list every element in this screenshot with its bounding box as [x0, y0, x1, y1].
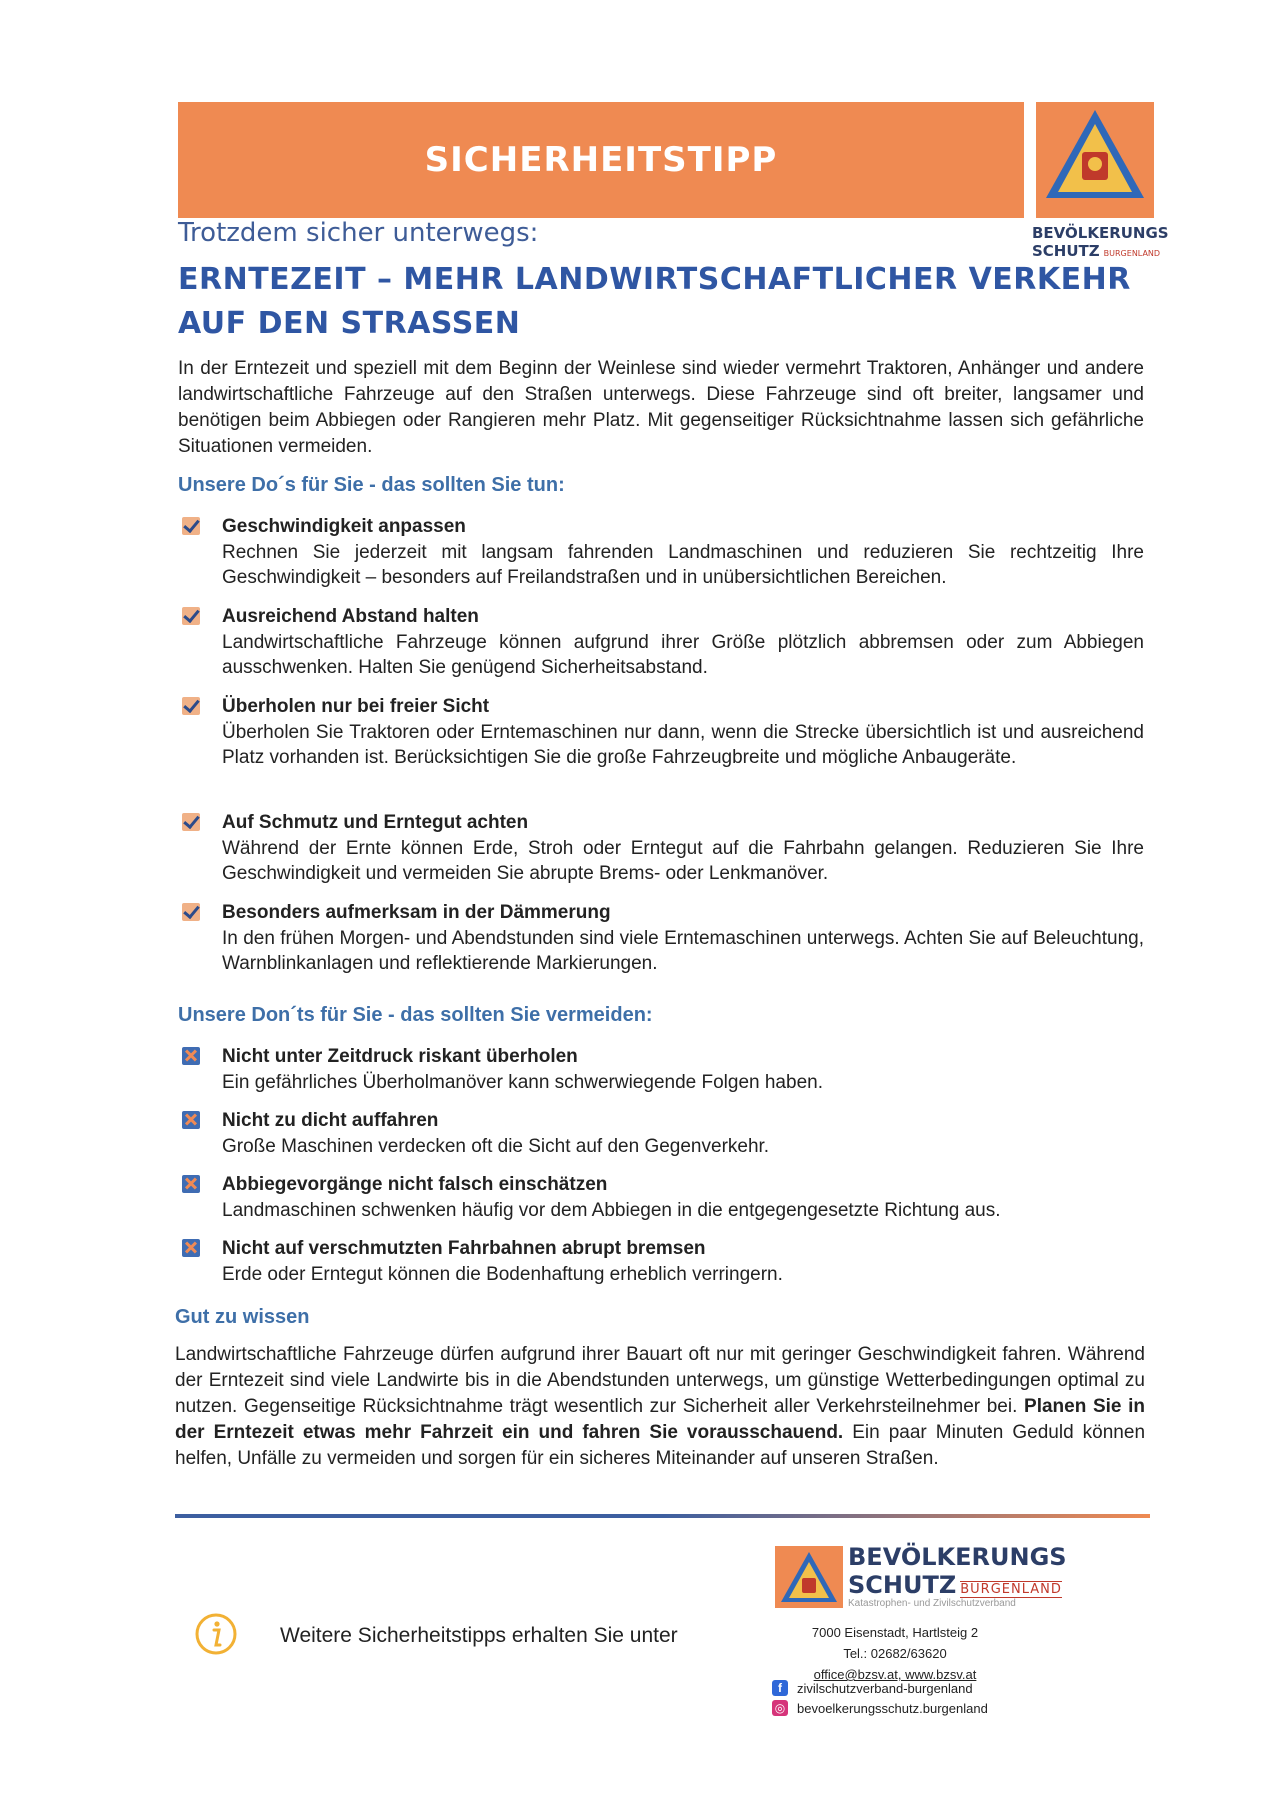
contact-email-web-link[interactable]: office@bzsv.at, www.bzsv.at: [813, 1667, 977, 1682]
checkmark-icon: [182, 813, 200, 831]
logo-emblem: [1036, 102, 1154, 218]
dont-item: [182, 1236, 1144, 1287]
header-banner: [178, 102, 1024, 218]
do-item: [182, 514, 1144, 590]
civil-protection-triangle-icon: [1036, 102, 1154, 218]
checkmark-icon: [182, 903, 200, 921]
info-icon: [194, 1612, 238, 1656]
footer-logo-line2-small: BURGENLAND: [960, 1582, 1062, 1597]
do-item-text: Überholen Sie Traktoren oder Erntemaschinen nur dann, wenn die Strecke übersichtlich ist und ausreichend Platz vorhanden ist. Berücksichtigen Sie die große Fahrzeugbreite und mögliche Anbaugeräte.: [222, 722, 1144, 768]
dont-item: [182, 1108, 1144, 1159]
facebook-icon: f: [772, 1680, 788, 1696]
logo-line2: SCHUTZ: [1032, 242, 1100, 260]
do-item-text: Während der Ernte können Erde, Stroh oder Erntegut auf die Fahrbahn gelangen. Reduzieren Sie Ihre Geschwindigkeit und vermeiden Sie abrupte Brems- oder Lenkmanöver.: [222, 838, 1144, 884]
logo-line1: BEVÖLKERUNGS: [1032, 224, 1169, 242]
dont-item: [182, 1044, 1144, 1095]
dos-heading: Unsere Do´s für Sie - das sollten Sie tun:: [178, 474, 565, 496]
do-item-title: Ausreichend Abstand halten: [222, 606, 479, 627]
good-to-know-paragraph: [175, 1342, 1145, 1472]
footer-logo-tagline: Katastrophen- und Zivilschutzverband: [848, 1598, 1016, 1609]
banner-title: SICHERHEITSTIPP: [424, 140, 778, 180]
do-item-title: Überholen nur bei freier Sicht: [222, 696, 490, 717]
do-item: [182, 810, 1144, 886]
footer-logo-text: [848, 1543, 1067, 1604]
footer-info-text: Weitere Sicherheitstipps erhalten Sie unter: [280, 1624, 678, 1647]
footer-logo-line1: BEVÖLKERUNGS: [848, 1543, 1067, 1571]
contact-phone: Tel.: 02682/63620: [843, 1646, 947, 1661]
checkmark-icon: [182, 607, 200, 625]
intro-paragraph: In der Erntezeit und speziell mit dem Beginn der Weinlese sind wieder vermehrt Traktoren, Anhänger und andere landwirtschaftliche Fahrzeuge auf den Straßen unterwegs. Diese Fahrzeuge sind oft breiter, langsamer und benötigen beim Abbiegen oder Rangieren mehr Platz. Mit gegenseitiger Rücksichtnahme lassen sich gefährliche Situationen vermeiden.: [178, 358, 1144, 457]
instagram-handle: bevoelkerungsschutz.burgenland: [797, 1700, 988, 1716]
dont-item-title: Nicht auf verschmutzten Fahrbahnen abrupt bremsen: [222, 1238, 706, 1259]
good-to-know-bold: Planen Sie in der Erntezeit etwas mehr Fahrzeit ein und fahren Sie vorausschauend.: [175, 1396, 1146, 1443]
good-to-know-text: Landwirtschaftliche Fahrzeuge dürfen aufgrund ihrer Bauart oft nur mit geringer Geschwindigkeit fahren. Während der Erntezeit sind viele Landwirte bis in die Abendstunden unterwegs, um günstige Wetterbedingungen optimal zu nutzen. Gegenseitige Rücksichtnahme trägt wesentlich zur Sicherheit aller Verkehrsteilnehmer bei.: [175, 1344, 1145, 1417]
do-item-text: Rechnen Sie jederzeit mit langsam fahrenden Landmaschinen und reduzieren Sie rechtzeitig Ihre Geschwindigkeit – besonders auf Freilandstraßen und in unübersichtlichen Bereichen.: [222, 542, 1144, 588]
page-title: ERNTEZEIT – MEHR LANDWIRTSCHAFTLICHER VERKEHR AUF DEN STRASSEN: [178, 262, 1131, 341]
cross-icon: [182, 1111, 200, 1129]
cross-icon: [182, 1239, 200, 1257]
good-to-know-text-after: Ein paar Minuten Geduld können helfen, Unfälle zu vermeiden und sorgen für ein sicheres Miteinander auf unseren Straßen.: [175, 1422, 1146, 1469]
do-item-title: Besonders aufmerksam in der Dämmerung: [222, 902, 611, 923]
instagram-icon: ◎: [772, 1700, 788, 1716]
do-item: [182, 694, 1144, 770]
civil-protection-triangle-icon: [775, 1546, 843, 1608]
do-item-title: Auf Schmutz und Erntegut achten: [222, 812, 529, 833]
dont-item-title: Nicht unter Zeitdruck riskant überholen: [222, 1046, 578, 1067]
dont-item-title: Nicht zu dicht auffahren: [222, 1110, 439, 1131]
footer-divider: [175, 1514, 1150, 1518]
do-item-text: Landwirtschaftliche Fahrzeuge können aufgrund ihrer Größe plötzlich abbremsen oder zum Abbiegen ausschwenken. Halten Sie genügend Sicherheitsabstand.: [222, 632, 1144, 678]
dont-item-text: Große Maschinen verdecken oft die Sicht auf den Gegenverkehr.: [222, 1136, 770, 1157]
do-item-title: Geschwindigkeit anpassen: [222, 516, 466, 537]
do-item-text: In den frühen Morgen- und Abendstunden sind viele Erntemaschinen unterwegs. Achten Sie auf Beleuchtung, Warnblinkanlagen und reflektierende Markierungen.: [222, 928, 1144, 974]
facebook-handle: zivilschutzverband-burgenland: [797, 1680, 973, 1696]
contact-block: [765, 1622, 1025, 1685]
do-item: [182, 604, 1144, 680]
cross-icon: [182, 1175, 200, 1193]
donts-heading: Unsere Don´ts für Sie - das sollten Sie vermeiden:: [178, 1004, 653, 1026]
dont-item-title: Abbiegevorgänge nicht falsch einschätzen: [222, 1174, 608, 1195]
cross-icon: [182, 1047, 200, 1065]
footer-logo-line2: SCHUTZ: [848, 1571, 957, 1599]
contact-address: 7000 Eisenstadt, Hartlsteig 2: [811, 1625, 979, 1640]
dont-item-text: Landmaschinen schwenken häufig vor dem Abbiegen in die entgegengesetzte Richtung aus.: [222, 1200, 1001, 1221]
facebook-link[interactable]: [772, 1680, 973, 1696]
instagram-link[interactable]: [772, 1700, 988, 1716]
good-to-know-heading: Gut zu wissen: [175, 1306, 310, 1328]
dont-item-text: Ein gefährliches Überholmanöver kann schwerwiegende Folgen haben.: [222, 1072, 823, 1093]
do-item: [182, 900, 1144, 976]
checkmark-icon: [182, 517, 200, 535]
dont-item: [182, 1172, 1144, 1223]
checkmark-icon: [182, 697, 200, 715]
logo-line2-small: BURGENLAND: [1103, 249, 1161, 258]
dont-item-text: Erde oder Erntegut können die Bodenhaftung erheblich verringern.: [222, 1264, 783, 1285]
subtitle: Trotzdem sicher unterwegs:: [178, 218, 539, 248]
footer-logo-emblem: [775, 1546, 843, 1608]
